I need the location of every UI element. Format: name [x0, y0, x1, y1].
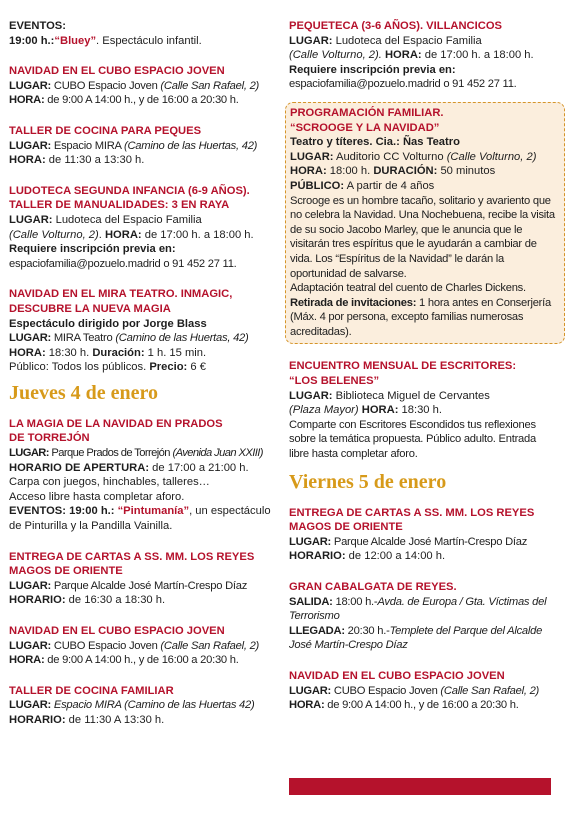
- event-time: HORA: de 9:00 A 14:00 h., y de 16:00 a 20:30 h.: [9, 654, 239, 667]
- event-location: LUGAR: CUBO Espacio Joven (Calle San Rafael, 2): [289, 684, 540, 697]
- event-title: NAVIDAD EN EL CUBO ESPACIO JOVEN: [9, 625, 225, 637]
- event-title: TALLER DE COCINA PARA PEQUES: [9, 124, 202, 137]
- event-location: LUGAR: Ludoteca del Espacio Familia: [289, 34, 482, 47]
- event-time: (Plaza Mayor) HORA: 18:30 h.: [289, 404, 442, 417]
- event-magia-torrejon: [9, 417, 277, 534]
- event-subtitle: “SCROOGE Y LA NAVIDAD”: [290, 121, 440, 134]
- left-column: [9, 19, 277, 744]
- highlight-box-scrooge: [285, 102, 565, 345]
- event-title: NAVIDAD EN EL MIRA TEATRO. INMAGIC,: [9, 288, 233, 301]
- event-company: Teatro y títeres. Cia.: Ñas Teatro: [290, 136, 460, 149]
- event-arrival: LLEGADA: 20:30 h.-Templete del Parque del Alcalde José Martín-Crespo Díaz: [289, 624, 543, 652]
- event-adaptation: Adaptación teatral del cuento de Charles Dickens.: [290, 282, 526, 295]
- event-title: NAVIDAD EN EL CUBO ESPACIO JOVEN: [9, 65, 225, 78]
- day-heading-viernes: Viernes 5 de enero: [289, 470, 447, 493]
- event-location: LUGAR: Parque Alcalde José Martín-Crespo Díaz: [9, 579, 248, 592]
- event-time: HORA: 18:30 h. Duración: 1 h. 15 min.: [9, 346, 207, 359]
- event-time: HORARIO DE APERTURA: de 17:00 a 21:00 h.: [9, 461, 249, 474]
- event-location: LUGAR: Auditorio CC Volturno (Calle Volturno, 2): [290, 150, 537, 163]
- event-location: LUGAR: CUBO Espacio Joven (Calle San Rafael, 2): [9, 79, 260, 92]
- event-title: LUDOTECA SEGUNDA INFANCIA (6-9 AÑOS).: [9, 184, 250, 197]
- event-time: HORARIO: de 11:30 A 13:30 h.: [9, 713, 165, 726]
- event-cocina-peques: [9, 124, 277, 168]
- event-time: (Calle Volturno, 2). HORA: de 17:00 h. a 18:00 h.: [289, 49, 534, 62]
- event-description: Espectáculo dirigido por Jorge Blass: [9, 317, 207, 330]
- event-line: 19:00 h.:“Bluey”. Espectáculo infantil.: [9, 34, 202, 47]
- event-ludoteca: [9, 184, 277, 272]
- event-bluey: [9, 19, 277, 48]
- event-location: LUGAR: Ludoteca del Espacio Familia: [9, 213, 202, 226]
- event-title: ENCUENTRO MENSUAL DE ESCRITORES:: [289, 360, 517, 373]
- registration-note: Requiere inscripción previa en:: [289, 63, 456, 76]
- event-title: NAVIDAD EN EL CUBO ESPACIO JOVEN: [289, 669, 505, 682]
- event-title: LA MAGIA DE LA NAVIDAD EN PRADOS: [9, 417, 223, 430]
- contact-info: espaciofamilia@pozuelo.madrid o 91 452 27 11.: [9, 257, 237, 270]
- registration-note: Requiere inscripción previa en:: [9, 243, 176, 256]
- event-cabalgata: [289, 580, 557, 653]
- event-escritores: [289, 359, 557, 461]
- event-subtitle: MAGOS DE ORIENTE: [9, 565, 123, 578]
- event-time: HORA: de 9:00 A 14:00 h., y de 16:00 a 20:30 h.: [9, 94, 239, 107]
- event-cubo-2: [9, 624, 277, 668]
- event-cartas-2: [289, 506, 557, 564]
- event-time: HORA: de 11:30 a 13:30 h.: [9, 154, 145, 167]
- event-time: HORARIO: de 16:30 a 18:30 h.: [9, 594, 166, 607]
- event-location: LUGAR: Espacio MIRA (Camino de las Huertas, 42): [9, 139, 258, 152]
- event-location: LUGAR: Parque Prados de Torrejón (Avenida Juan XXIII): [9, 447, 263, 460]
- day-heading-jueves: Jueves 4 de enero: [9, 381, 159, 404]
- event-departure: SALIDA: 18:00 h.-Avda. de Europa / Gta. Víctimas del Terrorismo: [289, 595, 547, 623]
- event-pequeteca: [289, 19, 557, 92]
- event-audience: PÚBLICO: A partir de 4 años: [290, 179, 435, 192]
- event-cubo-3: [289, 669, 557, 713]
- event-description: Scrooge es un hombre tacaño, solitario y avariento que no celebra la Navidad. Una Nochebuena, recibe la visita de su socio Jacobo Marley, que le anuncia que le visitarán tres espíritus que le ayudarán a cambiar de vida. Los “Espíritus de la Navidad” le darán la oportunidad de salvarse.: [290, 194, 555, 280]
- event-location: LUGAR: Parque Alcalde José Martín-Crespo Díaz: [289, 535, 528, 548]
- event-cocina-familiar: [9, 684, 277, 728]
- contact-info: espaciofamilia@pozuelo.madrid o 91 452 27 11.: [289, 78, 517, 91]
- event-cartas-1: [9, 550, 277, 608]
- event-time: HORA: de 9:00 A 14:00 h., y de 16:00 a 20:30 h.: [289, 699, 519, 712]
- event-tickets: Retirada de invitaciones: 1 hora antes en Conserjería (Máx. 4 por persona, excepto familias numerosas acreditadas).: [290, 296, 551, 338]
- event-description: Carpa con juegos, hinchables, talleres…: [9, 476, 210, 489]
- event-location: LUGAR: CUBO Espacio Joven (Calle San Rafael, 2): [9, 639, 260, 652]
- event-title: TALLER DE COCINA FAMILIAR: [9, 684, 174, 697]
- event-subtitle: MAGOS DE ORIENTE: [289, 521, 403, 534]
- event-location: LUGAR: MIRA Teatro (Camino de las Huertas, 42): [9, 332, 249, 345]
- event-price: Público: Todos los públicos. Precio: 6 €: [9, 361, 206, 374]
- event-subtitle: TALLER DE MANUALIDADES: 3 EN RAYA: [9, 199, 230, 212]
- event-time: HORARIO: de 12:00 a 14:00 h.: [289, 550, 446, 563]
- event-time: HORA: 18:00 h. DURACIÓN: 50 minutos: [290, 165, 496, 178]
- event-subtitle: DESCUBRE LA NUEVA MAGIA: [9, 302, 171, 315]
- event-subtitle: “LOS BELENES”: [289, 375, 380, 388]
- footer-red-bar: [289, 778, 551, 795]
- event-title: PROGRAMACIÓN FAMILIAR.: [290, 106, 444, 119]
- event-location: LUGAR: Biblioteca Miguel de Cervantes: [289, 389, 490, 402]
- event-time: (Calle Volturno, 2). HORA: de 17:00 h. a 18:00 h.: [9, 228, 254, 241]
- event-location: LUGAR: Espacio MIRA (Camino de las Huertas 42): [9, 699, 255, 712]
- event-extra: EVENTOS: 19:00 h.: “Pintumanía”, un espectáculo de Pinturilla y la Pandilla Vainilla.: [9, 505, 271, 533]
- event-title: ENTREGA DE CARTAS A SS. MM. LOS REYES: [9, 550, 255, 563]
- right-column: [289, 19, 557, 729]
- event-title: PEQUETECA (3-6 AÑOS). VILLANCICOS: [289, 20, 502, 32]
- event-mira-teatro: [9, 287, 277, 375]
- event-description: Comparte con Escritores Escondidos tus reflexiones sobre la temática propuesta. Público adulto. Entrada libre hasta completar aforo.: [289, 418, 536, 461]
- section-label: EVENTOS:: [9, 20, 66, 32]
- event-title: GRAN CABALGATA DE REYES.: [289, 581, 457, 593]
- event-subtitle: DE TORREJÓN: [9, 432, 90, 445]
- event-title: ENTREGA DE CARTAS A SS. MM. LOS REYES: [289, 506, 535, 519]
- event-access: Acceso libre hasta completar aforo.: [9, 490, 185, 503]
- event-cubo-1: [9, 64, 277, 108]
